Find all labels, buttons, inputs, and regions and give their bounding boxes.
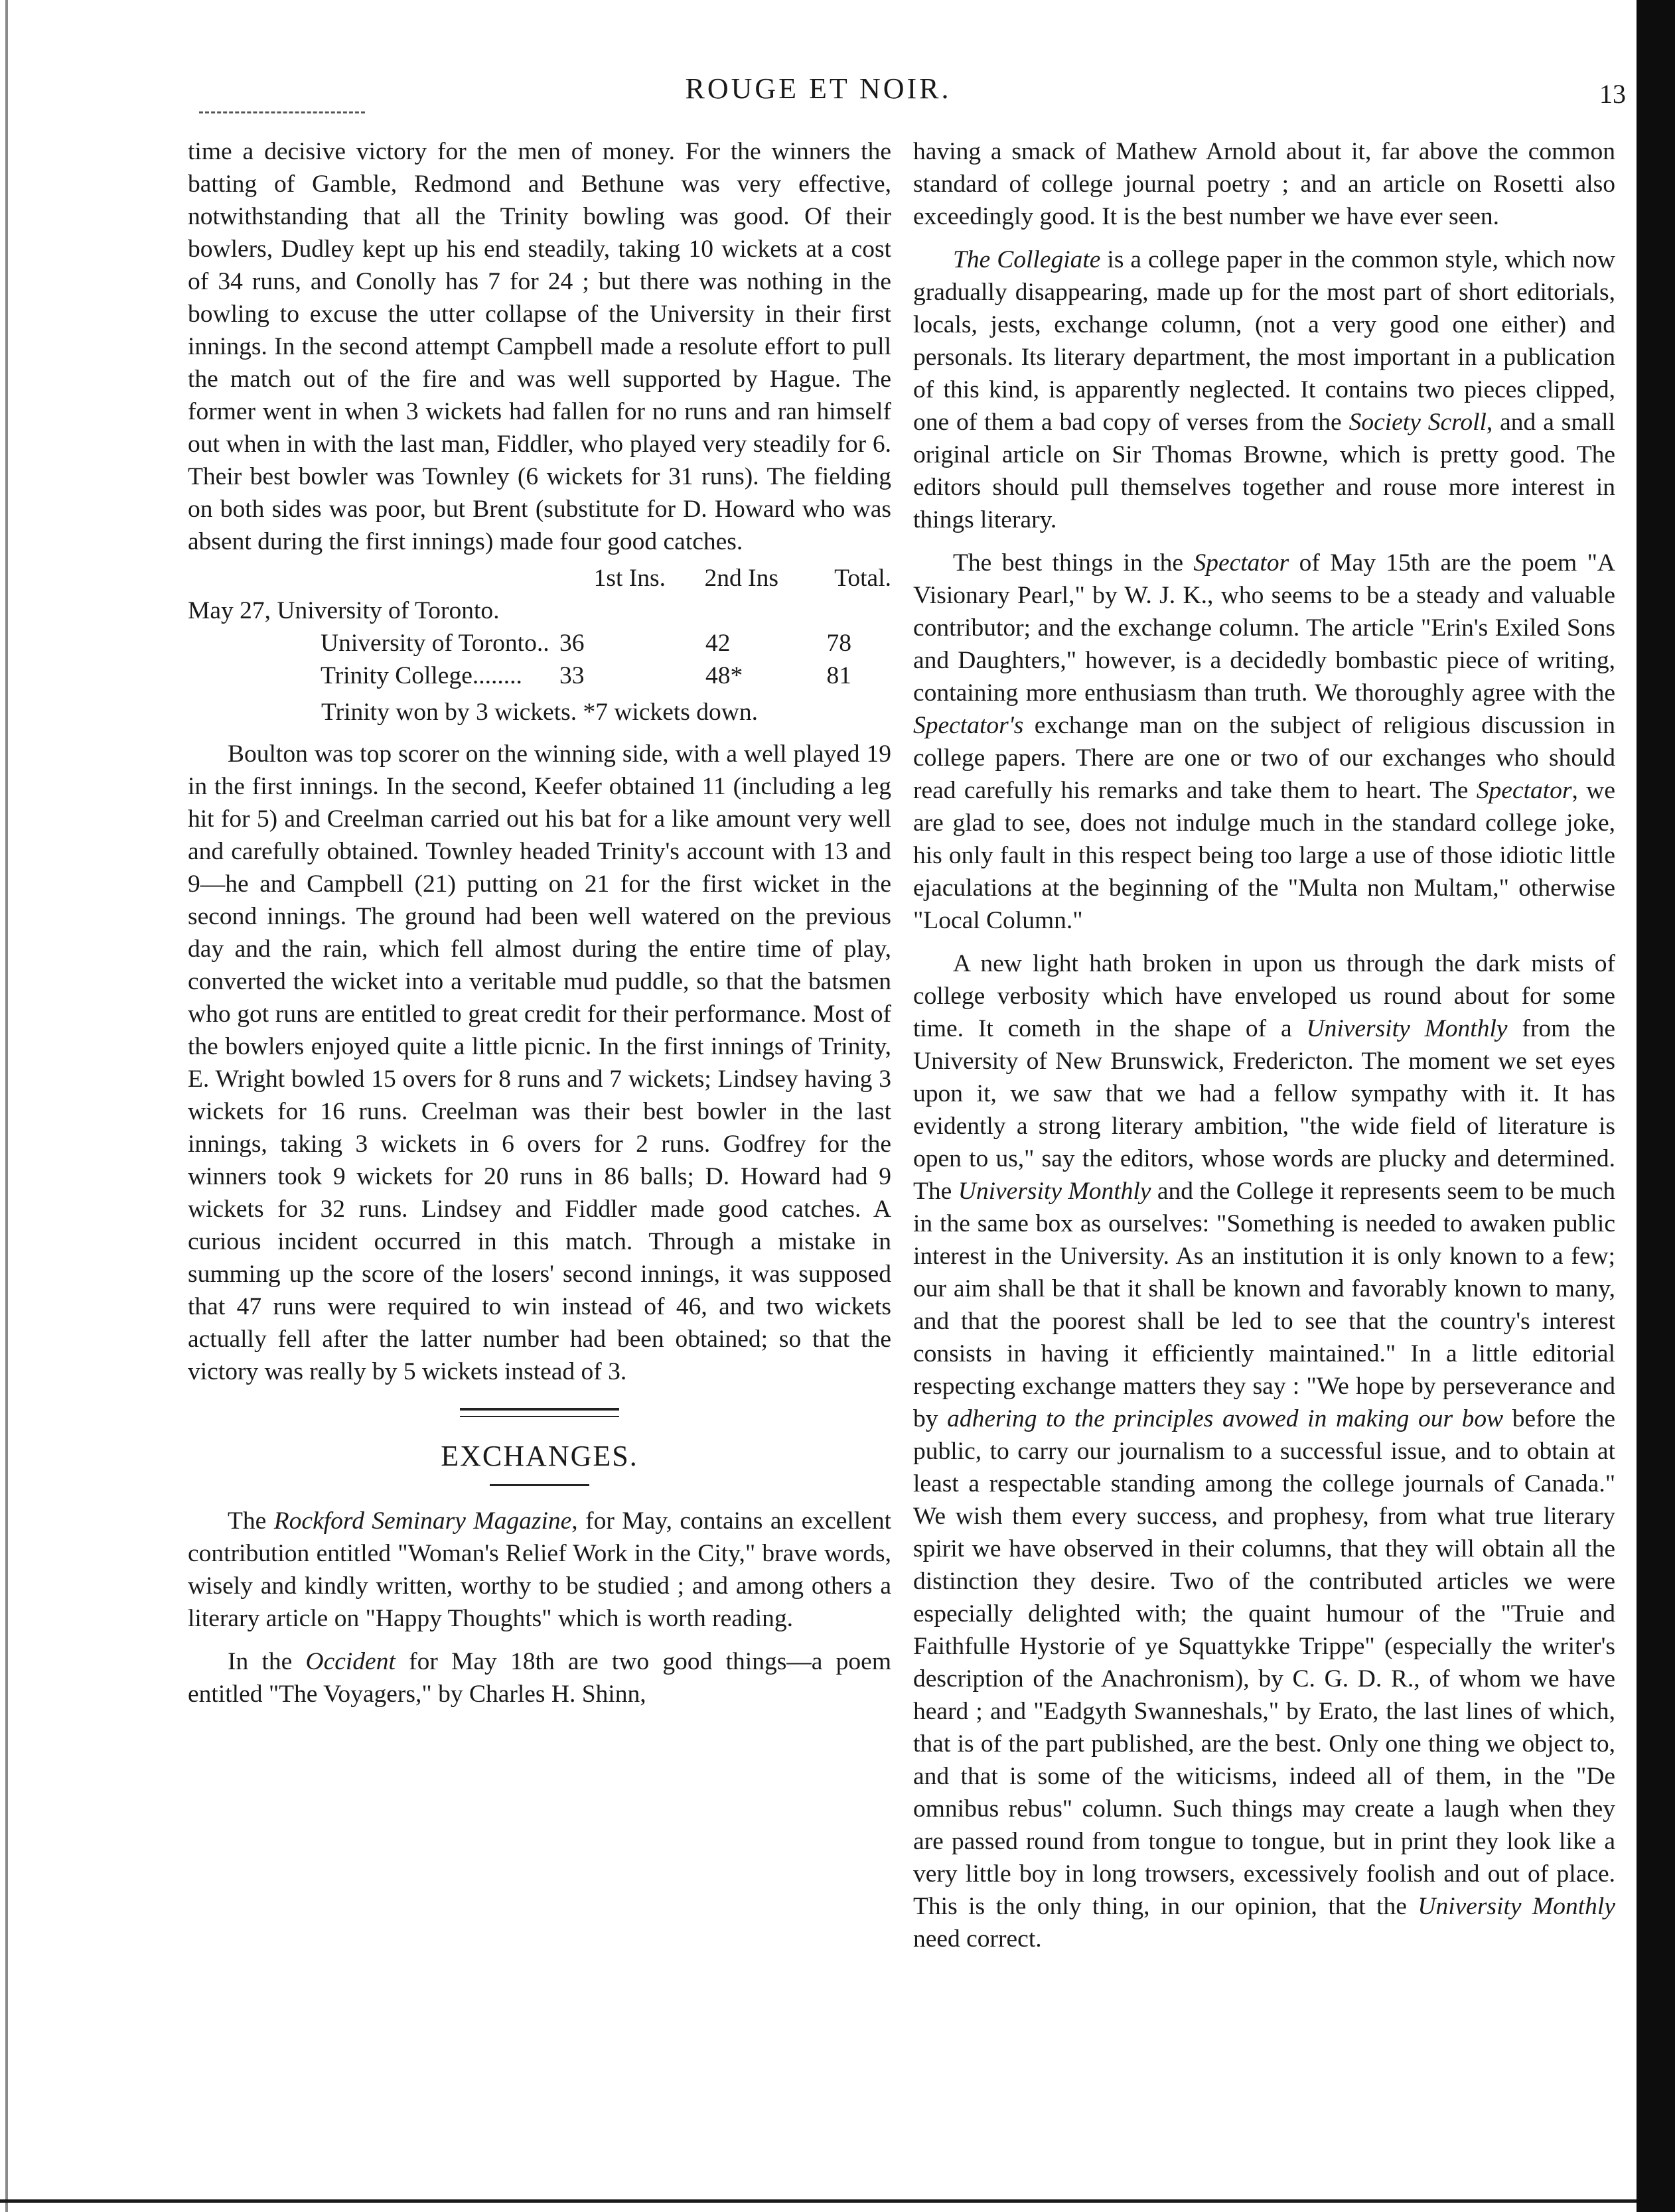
page-number: 13 [1599, 79, 1626, 109]
right-column [913, 135, 1615, 1955]
col-first-innings: 1st Ins. [593, 565, 666, 592]
publication-title: Occident [305, 1648, 396, 1675]
exchange-paragraph: The best things in the Spectator of May 15th are the poem "A Visionary Pearl," by W. J. K., who seems to be a steady and valuable contributor; and the exchange column. The article "Erin's Exiled Sons and Daughters," however, is a decidedly bombastic piece of writing, containing more enthusiasm than truth. We thoroughly agree with the Spectator's exchange man on the subject of religious discussion in college papers. There are one or two of our exchanges who should read carefully his remarks and take them to heart. The Spectator, we are glad to see, does not indulge much in the standard college joke, his only fault in this respect being too large a use of those idiotic little ejaculations at the beginning of the "Multa non Multam," otherwise "Local Column." [913, 549, 1615, 934]
publication-title: Spectator's [913, 712, 1024, 739]
publication-title: University Monthly [1418, 1893, 1615, 1920]
match-result: Trinity won by 3 wickets. *7 wickets down. [321, 699, 758, 726]
score-table [188, 562, 891, 692]
col-total: Total. [834, 565, 891, 592]
first-innings: 36 [559, 630, 585, 657]
exchange-paragraph: having a smack of Mathew Arnold about it, far above the common standard of college journal poetry ; and an article on Rosetti also exceedingly good. It is the best number we have ever seen. [913, 138, 1615, 230]
publication-title: Society Scroll [1348, 409, 1487, 436]
publication-title: University Monthly [958, 1178, 1151, 1205]
col-second-innings: 2nd Ins [704, 565, 778, 592]
exchange-paragraph: A new light hath broken in upon us through the dark mists of college verbosity which have enveloped us round about for some time. It cometh in the shape of a University Monthly from the University of New Brunswick, Fredericton. The moment we set eyes upon it, we saw that we had a fellow sympathy with it. It has evidently a strong literary ambition, "the wide field of literature is open to us," say the editors, whose words are plucky and determined. The University Monthly and the College it represents seem to be much in the same box as ourselves: "Something is needed to awaken public interest in the University. As an institution it is only known to a few; our aim shall be that it shall be known and favorably known to many, and that the poorest shall be led to see that the country's interest consists in having it efficiently maintained." In a little editorial respecting exchange matters they say : "We hope by perseverance and by adhering to the principles avowed in making our bow before the public, to carry our journalism to a successful issue, and to obtain at least a respectable standing among the college journals of Canada." We wish them every success, and prophesy, from what true literary spirit we have observed in their columns, that they will obtain all the distinction they desire. Two of the contributed articles we were especially delighted with; the quaint humour of the "Truie and Faithfulle Hystorie of ye Squattykke Trippe" (especially the writer's description of the Anachronism), by C. G. D. R., of whom we have heard ; and "Eadgyth Swanneshals," by Erato, the last lines of which, that is of the part published, are the best. Only one thing we object to, and that is some of the witicisms, indeed all of them, in the "De omnibus rebus" column. Such things may create a laugh when they are passed round from tongue to tongue, but in print they look like a very little boy in long trowsers, excessively foolish and out of place. This is the only thing, in our opinion, that the University Monthly need correct. [913, 950, 1616, 1953]
quoted-emphasis: adhering to the principles avowed in making our bow [947, 1405, 1504, 1432]
running-head: ROUGE ET NOIR. [685, 72, 952, 105]
cricket-report-paragraph: time a decisive victory for the men of money. For the winners the batting of Gamble, Redmond and Bethune was very effective, notwithstanding that all the Trinity bowling was good. Of their bowlers, Dudley kept up his end steadily, taking 10 wickets at a cost of 34 runs, and Conolly has 7 for 24 ; but there was nothing in the bowling to excuse the utter collapse of the University in their first innings. In the second attempt Campbell made a resolute effort to pull the match out of the fire and was well supported by Hague. The former went in when 3 wickets had fallen for no runs and ran himself out when in with the last man, Fiddler, who played very steadily for 6. Their best bowler was Townley (6 wickets for 31 runs). The fielding on both sides was poor, but Brent (substitute for D. Howard who was absent during the first innings) made four good catches. [188, 138, 891, 555]
scan-right-edge [1637, 0, 1675, 2212]
section-title: EXCHANGES. [441, 1440, 638, 1472]
score-date-row [188, 594, 891, 627]
section-divider [460, 1408, 619, 1417]
total: 81 [826, 662, 851, 689]
left-column [188, 135, 891, 1710]
exchange-paragraph: In the Occident for May 18th are two good things—a poem entitled "The Voyagers," by Charles H. Shinn, [188, 1648, 891, 1708]
publication-title: Rockford Seminary Magazine [273, 1507, 572, 1535]
scan-bottom-rule [0, 2199, 1637, 2203]
total: 78 [826, 630, 851, 657]
exchange-paragraph: The Rockford Seminary Magazine, for May, contains an excellent contribution entitled "Woman's Relief Work in the City," brave words, wisely and kindly written, worthy to be studied ; and among others a literary article on "Happy Thoughts" which is worth reading. [188, 1507, 891, 1632]
cricket-report-paragraph: Boulton was top scorer on the winning side, with a well played 19 in the first innings. In the second, Keefer obtained 11 (including a leg hit for 5) and Creelman carried out his bat for a like amount very well and carefully obtained. Townley headed Trinity's account with 13 and 9—he and Campbell (21) putting on 21 for the first wicket in the second innings. The ground had been well watered on the previous day and the rain, which fell almost during the entire time of play, converted the wicket into a veritable mud puddle, so that the batsmen who got runs are entitled to great credit for their performance. Most of the bowlers enjoyed quite a little picnic. In the first innings of Trinity, E. Wright bowled 15 overs for 8 runs and 7 wickets; Lindsey having 3 wickets for 16 runs. Creelman was their best bowler in the last innings, taking 3 wickets in 6 overs for 2 runs. Godfrey for the winners took 9 wickets for 20 runs in 86 balls; D. Howard had 9 wickets for 32 runs. Lindsey and Fiddler made good catches. A curious incident occurred in this match. Through a mistake in summing up the score of the losers' second innings, it was supposed that 47 runs were required to win instead of 46, and two wickets actually fell after the latter number had been obtained; so that the victory was really by 5 wickets instead of 3. [188, 740, 891, 1385]
score-header-row [188, 562, 891, 594]
match-date: May 27, University of Toronto. [188, 597, 500, 624]
header-rule [199, 111, 365, 113]
scan-left-edge [5, 0, 8, 2212]
second-innings: 48* [705, 662, 743, 689]
table-row [188, 627, 891, 659]
team-name: Trinity College........ [321, 662, 522, 689]
second-innings: 42 [705, 630, 731, 657]
publication-title: Spectator [1193, 549, 1289, 577]
table-row [188, 659, 891, 692]
first-innings: 33 [559, 662, 585, 689]
publication-title: The Collegiate [953, 246, 1101, 273]
exchange-paragraph: The Collegiate is a college paper in the common style, which now gradually disappearing, made up for the most part of short editorials, locals, jests, exchange column, (not a very good one either) and personals. Its literary department, the most important in a publication of this kind, is apparently neglected. It contains two pieces clipped, one of them a bad copy of verses from the Society Scroll, and a small original article on Sir Thomas Browne, which is pretty good. The editors should pull themselves together and rouse more interest in things literary. [913, 246, 1615, 533]
publication-title: Spectator [1476, 777, 1572, 804]
publication-title: University Monthly [1306, 1015, 1508, 1042]
team-name: University of Toronto.. [321, 630, 549, 657]
title-rule [490, 1484, 589, 1486]
